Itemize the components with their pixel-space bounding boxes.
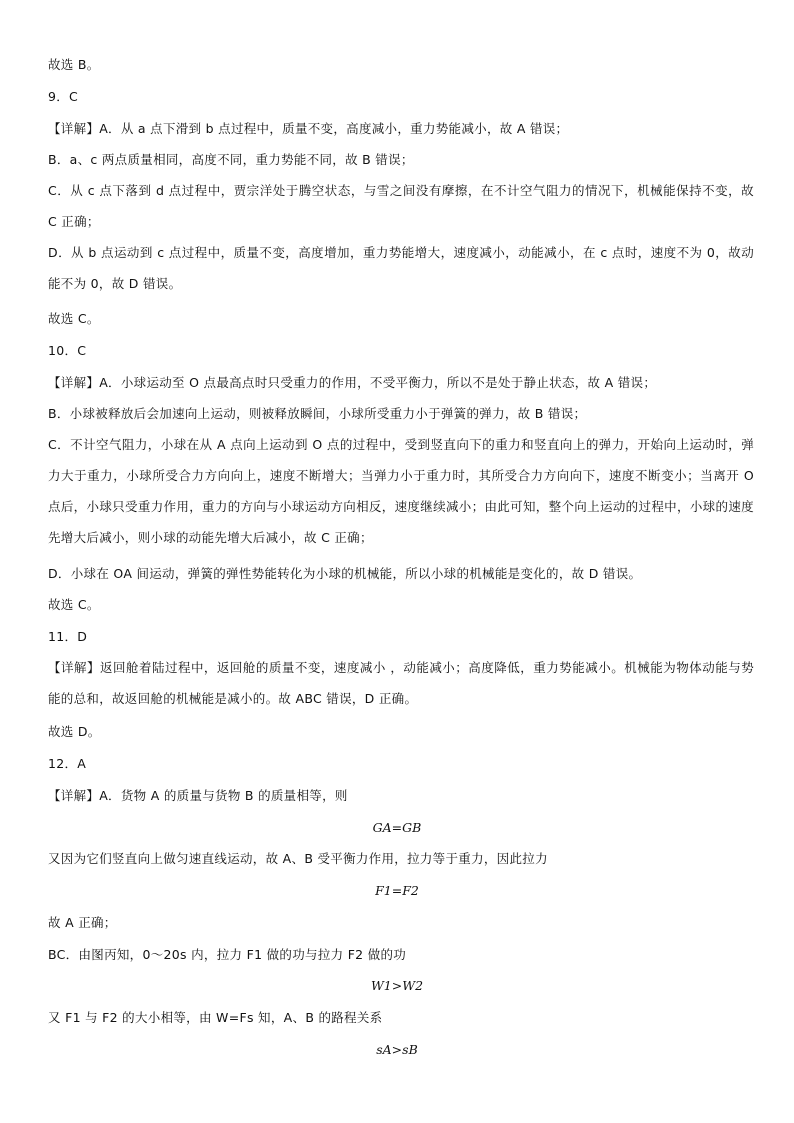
formula-f1-f2 <box>0 883 794 899</box>
answer-line: 故选 C。 <box>48 311 100 326</box>
explanation-paragraph: C．从 c 点下落到 d 点过程中，贾宗洋处于腾空状态，与雪之间没有摩擦，在不计空气阻力的情况下，机械能保持不变，故 C 正确； <box>48 183 754 229</box>
formula-text: sA>sB <box>376 1042 418 1057</box>
formula-text: W1>W2 <box>370 978 424 993</box>
explanation-line: 故 A 正确； <box>48 915 117 930</box>
explanation-line: D．小球在 OA 间运动，弹簧的弹性势能转化为小球的机械能，所以小球的机械能是变化的，故 D 错误。 <box>48 566 642 581</box>
explanation-line: 又 F1 与 F2 的大小相等，由 W=Fs 知，A、B 的路程关系 <box>48 1010 383 1025</box>
explanation-line: 【详解】A．小球运动至 O 点最高点时只受重力的作用，不受平衡力，所以不是处于静止状态，故 A 错误； <box>48 375 657 390</box>
formula-text: F1=F2 <box>375 883 419 898</box>
answer-line: 故选 B。 <box>48 57 100 72</box>
question-number: 12．A <box>48 756 87 771</box>
formula-sa-sb <box>0 1042 794 1058</box>
explanation-line: BC．由图丙知，0～20s 内，拉力 F1 做的功与拉力 F2 做的功 <box>48 947 407 962</box>
explanation-line: B．小球被释放后会加速向上运动，则被释放瞬间，小球所受重力小于弹簧的弹力，故 B 错误； <box>48 406 587 421</box>
question-number: 9．C <box>48 89 79 104</box>
explanation-line: B．a、c 两点质量相同，高度不同，重力势能不同，故 B 错误； <box>48 152 414 167</box>
explanation-paragraph: D．从 b 点运动到 c 点过程中，质量不变，高度增加，重力势能增大，速度减小，动能减小，在 c 点时，速度不为 0，故动能不为 0，故 D 错误。 <box>48 245 754 291</box>
explanation-line: 【详解】A．从 a 点下滑到 b 点过程中，质量不变，高度减小，重力势能减小，故 A 错误； <box>48 121 569 136</box>
answer-line: 故选 C。 <box>48 597 100 612</box>
formula-ga-gb <box>0 820 794 836</box>
question-number: 11．D <box>48 629 88 644</box>
explanation-line: 又因为它们竖直向上做匀速直线运动，故 A、B 受平衡力作用，拉力等于重力，因此拉力 <box>48 851 548 866</box>
explanation-paragraph: 【详解】返回舱着陆过程中，返回舱的质量不变，速度减小 ，动能减小；高度降低，重力势能减小。机械能为物体动能与势能的总和，故返回舱的机械能是减小的。故 ABC 错误，D 正确。 <box>48 660 754 706</box>
explanation-line: 【详解】A．货物 A 的质量与货物 B 的质量相等，则 <box>48 788 348 803</box>
formula-text: GA=GB <box>372 820 422 835</box>
answer-line: 故选 D。 <box>48 724 101 739</box>
explanation-paragraph: C．不计空气阻力，小球在从 A 点向上运动到 O 点的过程中，受到竖直向下的重力和竖直向上的弹力，开始向上运动时，弹力大于重力，小球所受合力方向向上，速度不断增大；当弹力小于重力时，其所受合力方向向下，速度不断变小；当离开 O 点后，小球只受重力作用，重力的方向与小球运动方向相反，速度继续减小；由此可知，整个向上运动的过程中，小球的速度先增大后减小，则小球的动能先增大后减小，故 C 正确； <box>48 437 754 545</box>
formula-w1-w2 <box>0 978 794 994</box>
question-number: 10．C <box>48 343 87 358</box>
